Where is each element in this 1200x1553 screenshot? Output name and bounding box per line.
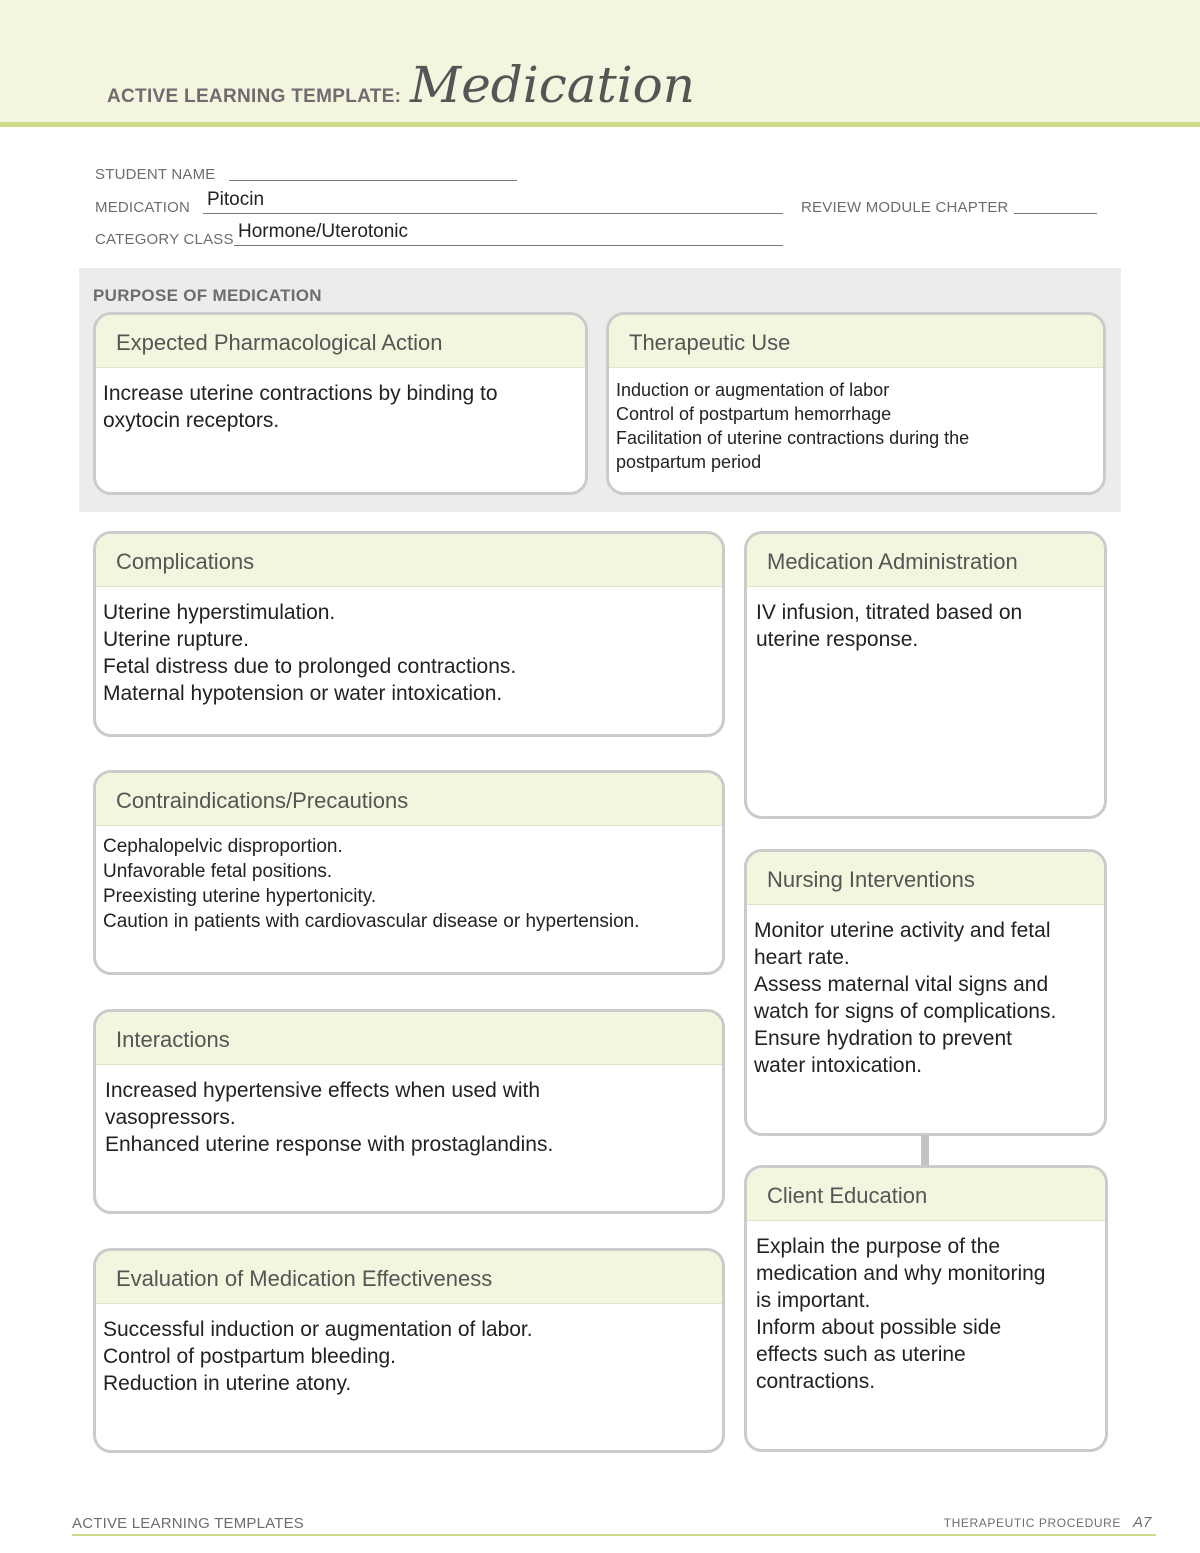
- expected-action-body[interactable]: [96, 368, 585, 434]
- client-education-box: [744, 1165, 1108, 1452]
- footer-section: THERAPEUTIC PROCEDURE: [943, 1516, 1121, 1530]
- client-education-title: Client Education: [767, 1183, 928, 1208]
- contraindications-title: Contraindications/Precautions: [116, 788, 409, 813]
- medication-label: MEDICATION: [95, 199, 191, 216]
- footer-right-label: [944, 1516, 1121, 1530]
- text-line: Unfavorable fetal positions.: [103, 861, 333, 882]
- text-line: Ensure hydration to prevent: [754, 1027, 1012, 1050]
- interactions-box: [93, 1009, 725, 1214]
- template-label: ACTIVE LEARNING TEMPLATE:: [107, 86, 402, 107]
- text-line: is important.: [756, 1289, 871, 1312]
- text-line: Uterine rupture.: [103, 628, 249, 651]
- text-line: vasopressors.: [105, 1106, 236, 1129]
- text-line: Facilitation of uterine contractions during the: [616, 428, 970, 448]
- student-name-label: STUDENT NAME: [95, 166, 216, 183]
- therapeutic-use-header: [609, 315, 1103, 368]
- nursing-interventions-body[interactable]: [747, 905, 1104, 1079]
- text-line: Induction or augmentation of labor: [616, 380, 890, 400]
- complications-body[interactable]: [96, 587, 722, 707]
- footer-rule: [72, 1534, 1156, 1536]
- medication-administration-header: [747, 534, 1104, 587]
- therapeutic-use-box: [606, 312, 1106, 495]
- text-line: uterine response.: [756, 628, 919, 651]
- text-line: Maternal hypotension or water intoxication.: [103, 682, 503, 705]
- text-line: Successful induction or augmentation of labor.: [103, 1318, 533, 1341]
- expected-action-title: Expected Pharmacological Action: [116, 330, 443, 355]
- text-line: heart rate.: [754, 946, 850, 969]
- text-line: Increased hypertensive effects when used with: [105, 1079, 541, 1102]
- complications-title: Complications: [116, 549, 255, 574]
- text-line: Monitor uterine activity and fetal: [754, 919, 1051, 942]
- therapeutic-use-body[interactable]: [609, 368, 1103, 474]
- medication-field[interactable]: [203, 199, 783, 214]
- complications-header: [96, 534, 722, 587]
- nursing-interventions-title: Nursing Interventions: [767, 867, 975, 892]
- text-line: Control of postpartum hemorrhage: [616, 404, 892, 424]
- text-line: Control of postpartum bleeding.: [103, 1345, 397, 1368]
- text-line: Reduction in uterine atony.: [103, 1372, 352, 1395]
- category-class-value: Hormone/Uterotonic: [238, 221, 409, 242]
- nursing-interventions-header: [747, 852, 1104, 905]
- text-line: Increase uterine contractions by binding to: [103, 382, 498, 405]
- contraindications-box: [93, 770, 725, 975]
- review-module-field[interactable]: [1014, 199, 1097, 214]
- text-line: oxytocin receptors.: [103, 409, 280, 432]
- contraindications-body[interactable]: [96, 826, 722, 934]
- text-line: medication and why monitoring: [756, 1262, 1046, 1285]
- box-connector: [921, 1135, 929, 1166]
- footer-left-label: ACTIVE LEARNING TEMPLATES: [72, 1515, 304, 1532]
- medication-administration-body[interactable]: [747, 587, 1104, 653]
- text-line: Fetal distress due to prolonged contractions.: [103, 655, 517, 678]
- evaluation-title: Evaluation of Medication Effectiveness: [116, 1266, 493, 1291]
- complications-box: [93, 531, 725, 737]
- interactions-header: [96, 1012, 722, 1065]
- category-class-label: CATEGORY CLASS: [95, 231, 234, 248]
- text-line: effects such as uterine: [756, 1343, 966, 1366]
- evaluation-box: [93, 1248, 725, 1453]
- text-line: Cephalopelvic disproportion.: [103, 836, 343, 857]
- text-line: contractions.: [756, 1370, 876, 1393]
- contraindications-header: [96, 773, 722, 826]
- review-module-label: REVIEW MODULE CHAPTER: [801, 199, 1009, 216]
- text-line: Uterine hyperstimulation.: [103, 601, 336, 624]
- page-title: Medication: [410, 56, 695, 114]
- text-line: Caution in patients with cardiovascular disease or hypertension.: [103, 911, 640, 932]
- purpose-title: PURPOSE OF MEDICATION: [93, 286, 322, 305]
- text-line: Enhanced uterine response with prostaglandins.: [105, 1133, 554, 1156]
- student-name-field[interactable]: [229, 166, 517, 181]
- medication-administration-title: Medication Administration: [767, 549, 1018, 574]
- text-line: water intoxication.: [754, 1054, 923, 1077]
- text-line: watch for signs of complications.: [754, 1000, 1057, 1023]
- evaluation-body[interactable]: [96, 1304, 722, 1397]
- medication-administration-box: [744, 531, 1107, 819]
- text-line: IV infusion, titrated based on: [756, 601, 1023, 624]
- text-line: Preexisting uterine hypertonicity.: [103, 886, 377, 907]
- nursing-interventions-box: [744, 849, 1107, 1136]
- client-education-body[interactable]: [747, 1221, 1105, 1395]
- text-line: postpartum period: [616, 452, 762, 472]
- header-rule: [0, 122, 1200, 127]
- expected-action-box: [93, 312, 588, 495]
- therapeutic-use-title: Therapeutic Use: [629, 330, 791, 355]
- text-line: Inform about possible side: [756, 1316, 1002, 1339]
- expected-action-header: [96, 315, 585, 368]
- medication-value: Pitocin: [207, 189, 265, 210]
- evaluation-header: [96, 1251, 722, 1304]
- text-line: Assess maternal vital signs and: [754, 973, 1049, 996]
- text-line: Explain the purpose of the: [756, 1235, 1001, 1258]
- interactions-body[interactable]: [96, 1065, 722, 1158]
- page-number: A7: [1133, 1514, 1152, 1531]
- client-education-header: [747, 1168, 1105, 1221]
- interactions-title: Interactions: [116, 1027, 230, 1052]
